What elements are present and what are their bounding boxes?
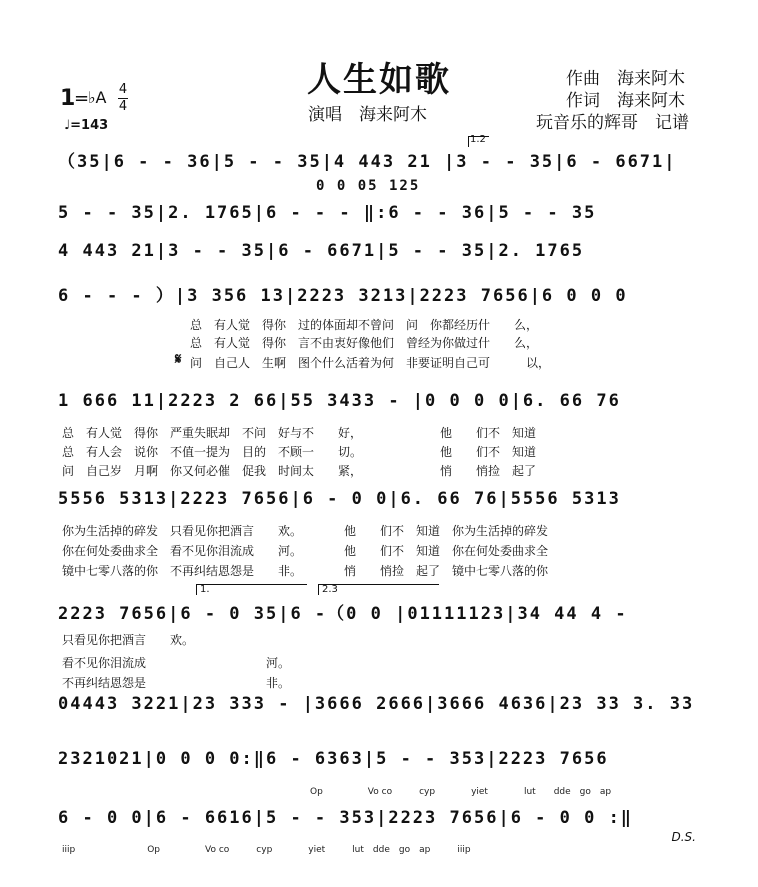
time-signature-bottom: 4 bbox=[118, 99, 128, 114]
score-row-1: （35|6 - - 36|5 - - 35|4 443 21 |3 - - 35|6 - 6671| bbox=[58, 152, 677, 172]
lyric-line: 只看见你把酒言 欢。 bbox=[62, 633, 195, 647]
lyric-roman-line: Op Vo co cyp yiet lut dde go ap bbox=[310, 787, 612, 797]
score-row-8: 04443 3221|23 333 - |3666 2666|3666 4636|23 33 3. 33 bbox=[58, 694, 695, 714]
score-row-2: 5 - - 35|2. 1765|6 - - - ‖:6 - - 36|5 - - 35 bbox=[58, 203, 597, 223]
key-name: ♭A bbox=[88, 88, 107, 107]
ds-marking: D.S. bbox=[671, 830, 696, 844]
key-equals: = bbox=[74, 88, 90, 109]
time-signature-top: 4 bbox=[118, 82, 128, 97]
score-row-4: 6 - - - ）|3 356 13|2223 3213|2223 7656|6 0 0 0 bbox=[58, 286, 628, 306]
lyric-line: 你在何处委曲求全 看不见你泪流成 河。 他 们不 知道 你在何处委曲求全 bbox=[62, 544, 549, 558]
lyric-line: 总 有人会 说你 不值一提为 目的 不顾一 切。 他 们不 知道 bbox=[62, 445, 537, 459]
score-row-6: 5556 5313|2223 7656|6 - 0 0|6. 66 76|5556 5313 bbox=[58, 489, 621, 509]
score-row-10: 6 - 0 0|6 - 6616|5 - - 353|2223 7656|6 - 0 0 :‖ bbox=[58, 808, 634, 828]
score-row-9: 2321021|0 0 0 0:‖6 - 6363|5 - - 353|2223 7656 bbox=[58, 749, 609, 769]
lyric-line: 镜中七零八落的你 不再纠结恩怨是 非。 悄 悄捡 起了 镜中七零八落的你 bbox=[62, 564, 549, 578]
volta-1-label: 1. bbox=[200, 584, 210, 595]
tempo-marking: ♩=143 bbox=[64, 118, 109, 133]
lyric-line: 问 自己岁 月啊 你又何必催 促我 时间太 紧， 悄 悄捡 起了 bbox=[62, 464, 537, 478]
volta-1 bbox=[196, 584, 307, 595]
lyric-line: 问 自己人 生啊 图个什么活着为何 非要证明自己可 以， bbox=[190, 356, 551, 370]
key-tonic: 1 bbox=[60, 86, 76, 111]
singer-credit: 演唱 海来阿木 bbox=[308, 105, 427, 125]
score-row-7: 2223 7656|6 - 0 35|6 -（0 0 |01111123|34 44 4 - bbox=[58, 604, 628, 624]
lyric-line: 总 有人觉 得你 过的体面却不曾问 问 你都经历什 么， bbox=[190, 318, 539, 332]
lyric-roman-line: iiip Op Vo co cyp yiet lut dde go ap iiip bbox=[62, 845, 471, 855]
lyric-line: 总 有人觉 得你 严重失眠却 不问 好与不 好， 他 们不 知道 bbox=[62, 426, 537, 440]
volta-2-label: 2.3 bbox=[322, 584, 338, 595]
transcriber-credit: 玩音乐的辉哥 记谱 bbox=[536, 113, 689, 133]
composer-credit: 作曲 海来阿木 bbox=[566, 69, 685, 89]
lyric-line: 不再纠结恩怨是 非。 bbox=[62, 676, 291, 690]
score-subrow: 0 0 05 125 bbox=[316, 178, 421, 194]
lyricist-credit: 作词 海来阿木 bbox=[566, 91, 685, 111]
lyric-line: 你为生活掉的碎发 只看见你把酒言 欢。 他 们不 知道 你为生活掉的碎发 bbox=[62, 524, 549, 538]
lyric-line: 看不见你泪流成 河。 bbox=[62, 656, 291, 670]
score-row-5: 1 666 11|2223 2 66|55 3433 - |0 0 0 0|6. 66 76 bbox=[58, 391, 621, 411]
time-signature bbox=[118, 83, 128, 114]
score-row-3: 4 443 21|3 - - 35|6 - 6671|5 - - 35|2. 1765 bbox=[58, 241, 585, 261]
lyric-line: 总 有人觉 得你 言不由衷好像他们 曾经为你做过什 么， bbox=[190, 336, 539, 350]
volta-top-label: 1.2 bbox=[470, 134, 486, 145]
page-title: 人生如歌 bbox=[307, 60, 451, 100]
segno-icon: 𝄋 bbox=[175, 350, 182, 368]
